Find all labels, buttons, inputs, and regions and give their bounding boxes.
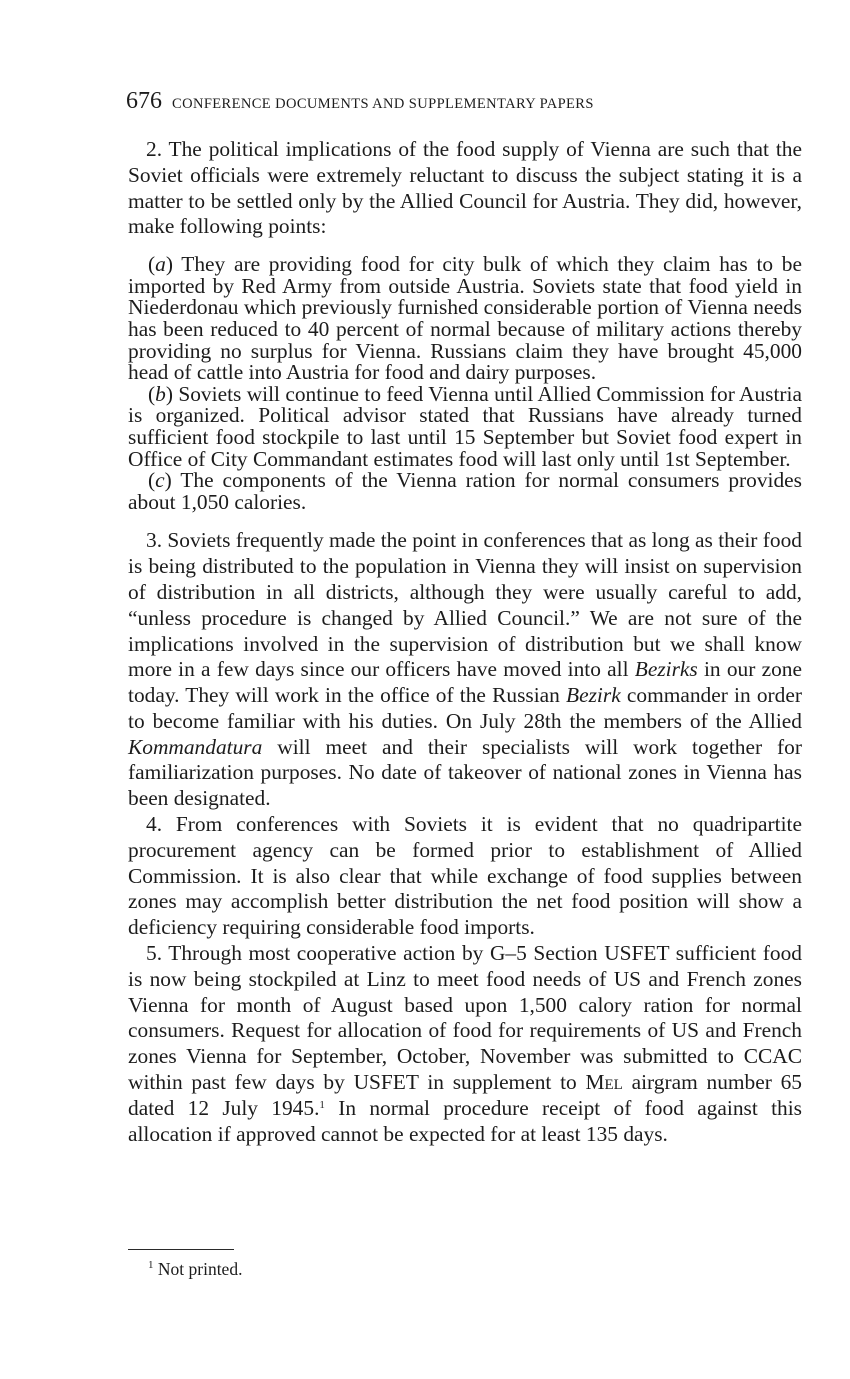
paragraph-3-part-4: will meet and their specialists will work together for familiarization purposes. No date of takeover of national zones in Vienna has been designated. — [128, 734, 802, 811]
paragraph-5-part-2: airgram number 65 dated 12 July 1945. — [128, 1070, 802, 1120]
point-a: (a) They are providing food for city bulk of which they claim has to be imported by Red Army from outside Austria. Soviets state that food yield in Niederdonau which previously furnished considerable portion of Vienna needs has been reduced to 40 percent of normal because of military actions thereby providing no surplus for Vienna. Russians claim they have brought 45,000 head of cattle into Austria for food and dairy purposes. — [128, 252, 802, 385]
point-b: (b) Soviets will continue to feed Vienna until Allied Commission for Austria is organized. Political advisor stated that Russians have already turned sufficient food stockpile to last until 15 September but Soviet food expert in Office of City Commandant estimates food will last only until 1st September. — [128, 381, 802, 471]
page-header — [126, 88, 816, 115]
footnote-divider — [128, 1249, 234, 1250]
paragraph-3-part-1: 3. Soviets frequently made the point in conferences that as long as their food is being distributed to the population in Vienna they will insist on supervision of distribution in all districts, although they were usually careful to add, “unless procedure is changed by Allied Council.” We are not sure of the implications involved in the supervision of distribution but we shall know more in a few days since our officers have moved into all — [128, 528, 802, 682]
paragraph-3-part-3: commander in order to become familiar with his duties. On July 28th the members of the Allied — [128, 683, 802, 733]
point-c-label: c — [155, 468, 165, 493]
paragraph-2: 2. The political implications of the food supply of Vienna are such that the Soviet officials were extremely reluctant to discuss the subject stating it is a matter to be settled only by the Allied Council for Austria. They did, however, make following points: — [128, 137, 802, 239]
point-c-text: The components of the Vienna ration for normal consumers provides about 1,050 calories. — [128, 468, 802, 514]
term-mel: Mel — [585, 1070, 623, 1095]
paragraph-3-part-2: in our zone today. They will work in the office of the Russian — [128, 657, 802, 708]
footnote-marker: 1 — [148, 1259, 154, 1271]
footnote — [148, 1259, 242, 1280]
footnote-reference[interactable]: 1 — [319, 1098, 325, 1111]
paragraph-3 — [128, 528, 802, 812]
point-a-label: a — [155, 252, 166, 277]
document-body — [128, 137, 802, 1147]
paragraph-5 — [128, 941, 802, 1147]
point-a-text: They are providing food for city bulk of which they claim has to be imported by Red Army from outside Austria. Soviets state that food yield in Niederdonau which previously furnished considerable portion of Vienna needs has been reduced to 40 percent of normal because of military actions thereby providing no surplus for Vienna. Russians claim they have brought 45,000 head of cattle into Austria for food and dairy purposes. — [128, 252, 802, 385]
point-b-label: b — [155, 381, 166, 406]
point-b-text: Soviets will continue to feed Vienna until Allied Commission for Austria is organized. Political advisor stated that Russians have already turned sufficient food stockpile to last until 15 September but Soviet food expert in Office of City Commandant estimates food will last only until 1st September. — [128, 381, 802, 471]
running-title: CONFERENCE DOCUMENTS AND SUPPLEMENTARY PAPERS — [172, 96, 594, 112]
paragraph-5-part-1: 5. Through most cooperative action by G–5 Section USFET sufficient food is now being stockpiled at Linz to meet food needs of US and French zones Vienna for month of August based upon 1,500 calory ration for normal consumers. Request for allocation of food for requirements of US and French zones Vienna for September, October, November was submitted to CCAC within past few days by USFET in supplement to — [128, 941, 802, 1095]
paragraph-5-part-3: In normal procedure receipt of food against this allocation if approved cannot be expected for at least 135 days. — [128, 1095, 802, 1146]
page-number: 676 — [126, 88, 162, 114]
term-bezirks: Bezirks — [634, 657, 698, 682]
term-bezirk: Bezirk — [566, 683, 621, 708]
footnote-text: Not printed. — [157, 1259, 243, 1279]
term-kommandatura: Kommandatura — [128, 734, 263, 759]
paragraph-4: 4. From conferences with Soviets it is evident that no quadripartite procurement agency can be formed prior to establishment of Allied Commission. It is also clear that while exchange of food supplies between zones may accomplish better distribution the net food position will show a deficiency requiring considerable food imports. — [128, 812, 802, 940]
point-c: (c) The components of the Vienna ration for normal consumers provides about 1,050 calories. — [128, 468, 802, 514]
